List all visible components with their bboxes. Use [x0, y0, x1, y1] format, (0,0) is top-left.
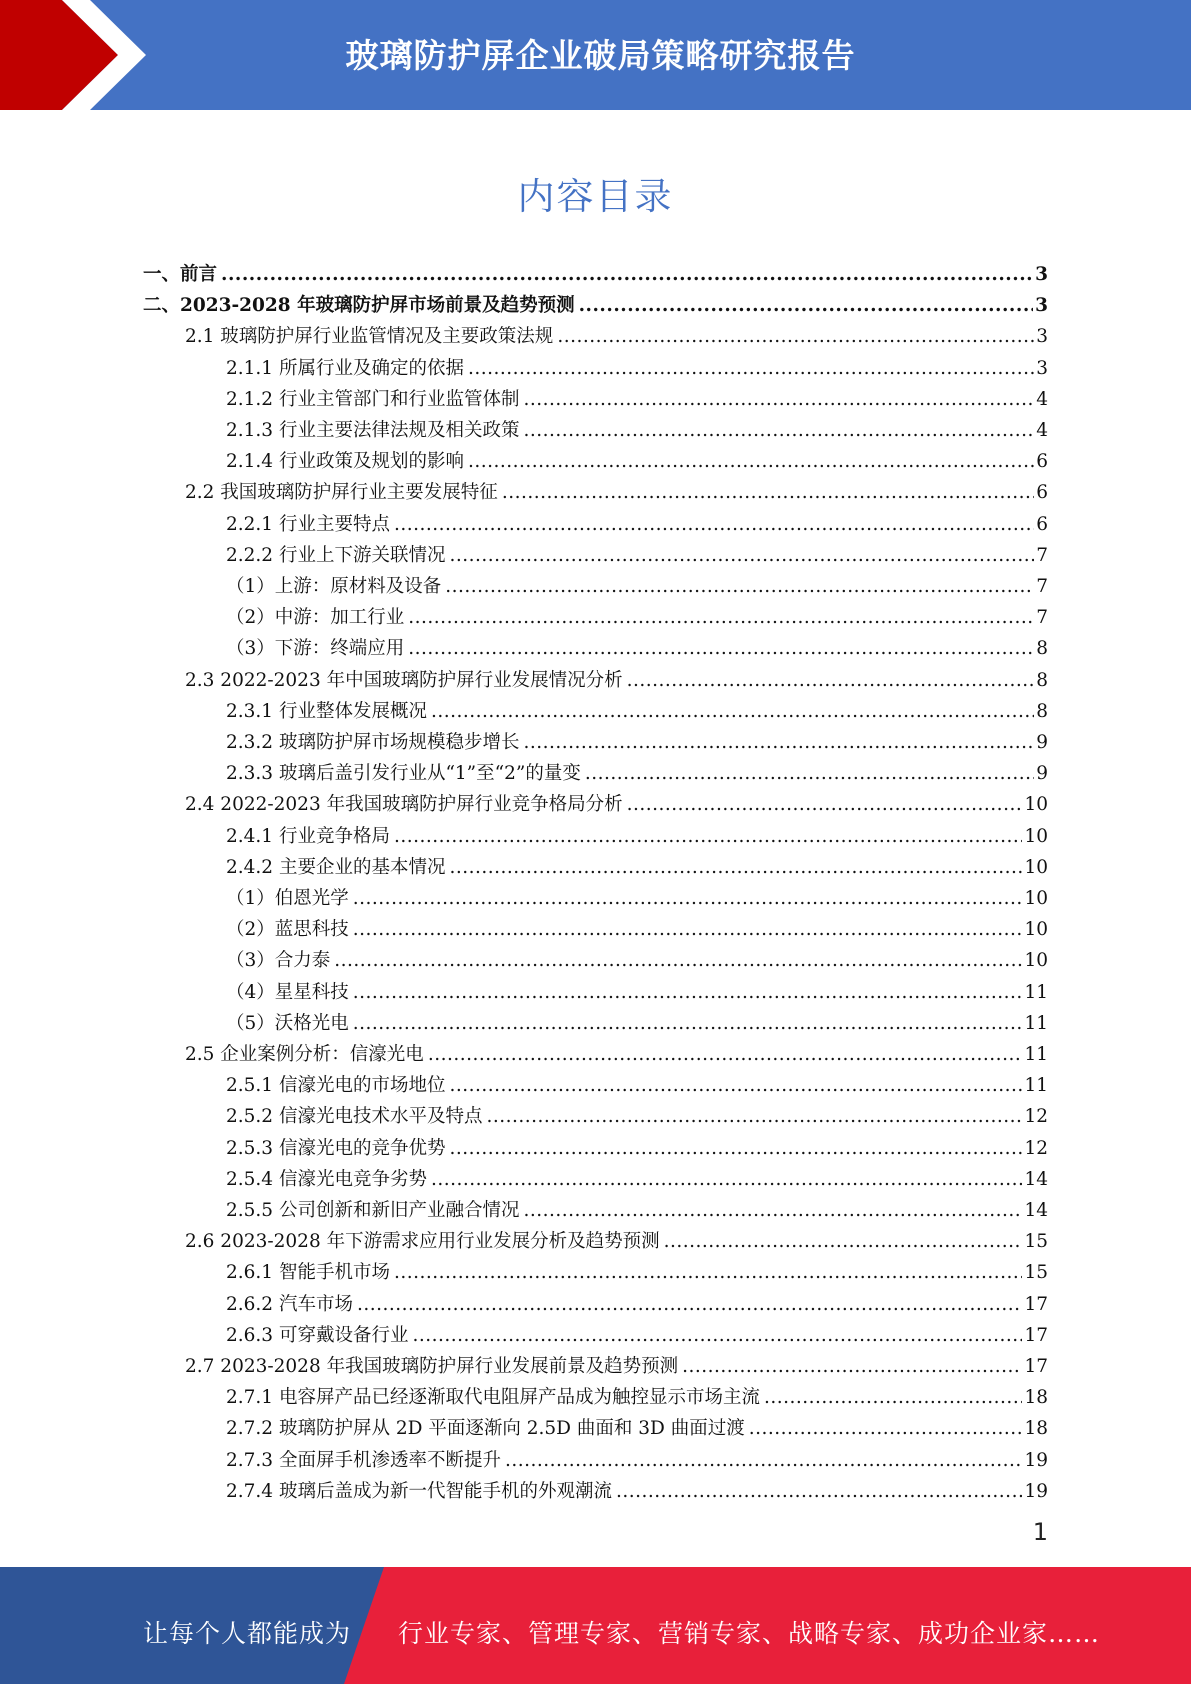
toc-dot-leader	[523, 389, 1034, 411]
toc-entry-label: （1）伯恩光学	[226, 888, 349, 909]
toc-entry-label: 2.5.1 信濠光电的市场地位	[226, 1075, 446, 1097]
toc-entry-page: 10	[1024, 794, 1048, 816]
toc-entry-page: 3	[1035, 264, 1048, 285]
toc-entry[interactable]	[226, 1316, 1048, 1347]
toc-entry-label: 2.3 2022-2023 年中国玻璃防护屏行业发展情况分析	[185, 669, 623, 691]
report-title: 玻璃防护屏企业破局策略研究报告	[345, 36, 856, 75]
toc-entry[interactable]	[226, 349, 1048, 380]
toc-entry[interactable]	[226, 1097, 1048, 1128]
toc-entry[interactable]	[143, 286, 1048, 317]
toc-entry-label: （3）下游：终端应用	[226, 638, 405, 660]
toc-entry-label: 2.5 企业案例分析：信濠光电	[185, 1044, 424, 1065]
toc-entry-page: 8	[1036, 669, 1048, 691]
toc-dot-leader	[449, 857, 1022, 879]
toc-entry[interactable]	[226, 1066, 1048, 1097]
toc-entry-page: 3	[1035, 295, 1048, 317]
toc-entry-page: 11	[1024, 1044, 1048, 1065]
toc-entry-page: 17	[1024, 1293, 1048, 1315]
toc-entry-page: 9	[1036, 763, 1048, 785]
toc-entry-label: （1）上游：原材料及设备	[226, 576, 442, 597]
toc-entry-label: 2.2 我国玻璃防护屏行业主要发展特征	[185, 482, 498, 504]
toc-entry-page: 19	[1024, 1449, 1048, 1471]
toc-entry-label: 2.1 玻璃防护屏行业监管情况及主要政策法规	[185, 326, 554, 348]
toc-dot-leader	[449, 1075, 1022, 1097]
toc-entry-label: 2.7.1 电容屏产品已经逐渐取代电阻屏产品成为触控显示市场主流	[226, 1387, 760, 1409]
toc-entry-page: 7	[1036, 607, 1048, 629]
toc-dot-leader	[394, 826, 1022, 848]
toc-dot-leader	[523, 1200, 1022, 1222]
toc-dot-leader	[579, 295, 1034, 317]
toc-entry-page: 4	[1036, 420, 1048, 441]
toc-entry[interactable]	[226, 442, 1048, 473]
toc-entry-page: 3	[1036, 357, 1048, 379]
footer-slogan-right: 行业专家、管理专家、营销专家、战略专家、成功企业家……	[398, 1619, 1101, 1648]
toc-dot-leader	[627, 794, 1023, 816]
toc-entry-page: 17	[1024, 1324, 1048, 1346]
toc-entry-page: 17	[1024, 1356, 1048, 1377]
toc-dot-leader	[221, 264, 1033, 286]
toc-entry[interactable]	[185, 317, 1048, 348]
toc-dot-leader	[557, 326, 1034, 348]
toc-dot-leader	[505, 1450, 1022, 1472]
toc-entry-page: 4	[1036, 388, 1048, 410]
toc-entry-label: （5）沃格光电	[226, 1012, 349, 1034]
toc-entry-label: 2.6 2023-2028 年下游需求应用行业发展分析及趋势预测	[185, 1231, 660, 1253]
toc-entry-page: 10	[1024, 825, 1048, 847]
toc-dot-leader	[764, 1387, 1022, 1409]
toc-entry-label: 2.1.4 行业政策及规划的影响	[226, 451, 464, 473]
toc-entry-page: 6	[1036, 513, 1048, 535]
toc-dot-leader	[412, 1325, 1022, 1347]
toc-dot-leader	[682, 1356, 1022, 1378]
toc-entry[interactable]	[185, 1222, 1048, 1253]
toc-entry-page: 10	[1024, 888, 1048, 909]
toc-entry-label: 2.3.2 玻璃防护屏市场规模稳步增长	[226, 732, 520, 753]
toc-dot-leader	[428, 1044, 1023, 1066]
toc-entry-label: 2.4.2 主要企业的基本情况	[226, 856, 446, 878]
toc-entry[interactable]	[185, 473, 1048, 504]
toc-entry[interactable]	[226, 973, 1048, 1004]
toc-entry-page: 18	[1024, 1418, 1048, 1440]
toc-entry[interactable]	[226, 1472, 1048, 1503]
toc-entry-label: 2.5.2 信濠光电技术水平及特点	[226, 1106, 483, 1128]
toc-entry[interactable]	[226, 1129, 1048, 1160]
toc-dot-leader	[357, 1294, 1023, 1316]
toc-dot-leader	[394, 1262, 1022, 1284]
toc-entry-page: 18	[1024, 1387, 1048, 1409]
footer-banner	[0, 1567, 1191, 1684]
toc-entry-label: 2.5.5 公司创新和新旧产业融合情况	[226, 1200, 520, 1221]
toc-entry-label: 一、前言	[143, 264, 218, 285]
toc-dot-leader	[353, 1013, 1023, 1035]
toc-dot-leader	[664, 1231, 1023, 1253]
toc-entry[interactable]	[226, 411, 1048, 442]
toc-dot-leader	[353, 982, 1023, 1004]
toc-entry-page: 12	[1024, 1137, 1048, 1159]
footer-slogan-left: 让每个人都能成为	[143, 1619, 352, 1648]
toc-entry-page: 7	[1036, 576, 1048, 597]
toc-entry[interactable]	[185, 785, 1048, 816]
toc-dot-leader	[431, 1169, 1022, 1191]
toc-entry-page: 3	[1036, 326, 1048, 348]
toc-entry-label: 2.7.2 玻璃防护屏从 2D 平面逐渐向 2.5D 曲面和 3D 曲面过渡	[226, 1418, 745, 1440]
toc-entry[interactable]	[226, 598, 1048, 629]
toc-entry-label: 2.6.3 可穿戴设备行业	[226, 1324, 409, 1346]
toc-entry-label: 2.6.1 智能手机市场	[226, 1262, 390, 1284]
toc-entry-label: 2.3.1 行业整体发展概况	[226, 700, 427, 722]
toc-entry[interactable]	[226, 848, 1048, 879]
toc-entry[interactable]	[226, 629, 1048, 660]
toc-entry-page: 15	[1024, 1231, 1048, 1253]
toc-entry[interactable]	[226, 380, 1048, 411]
toc-entry[interactable]	[226, 723, 1048, 754]
toc-entry[interactable]	[185, 1035, 1048, 1066]
toc-entry-label: 2.4 2022-2023 年我国玻璃防护屏行业竞争格局分析	[185, 794, 623, 816]
toc-dot-leader	[449, 545, 1034, 567]
toc-entry[interactable]	[226, 1285, 1048, 1316]
toc-entry-label: （2）蓝思科技	[226, 919, 349, 941]
toc-dot-leader	[445, 576, 1034, 598]
toc-entry[interactable]	[226, 817, 1048, 848]
toc-dot-leader	[334, 950, 1022, 972]
toc-entry[interactable]	[226, 941, 1048, 972]
toc-dot-leader	[502, 482, 1034, 504]
toc-entry-label: 2.5.4 信濠光电竞争劣势	[226, 1168, 427, 1190]
toc-entry[interactable]	[226, 1160, 1048, 1191]
toc-entry-page: 7	[1036, 544, 1048, 566]
toc-dot-leader	[449, 1138, 1022, 1160]
toc-entry[interactable]	[185, 661, 1048, 692]
toc-entry-page: 14	[1024, 1200, 1048, 1221]
toc-entry-page: 12	[1024, 1106, 1048, 1128]
toc-entry-label: 2.4.1 行业竞争格局	[226, 825, 390, 847]
toc-dot-leader	[749, 1418, 1023, 1440]
toc-entry-label: 2.2.1 行业主要特点	[226, 513, 390, 535]
toc-entry-page: 19	[1024, 1480, 1048, 1502]
toc-entry[interactable]	[226, 879, 1048, 910]
toc-entry-page: 10	[1024, 856, 1048, 878]
toc-entry-label: 2.7.4 玻璃后盖成为新一代智能手机的外观潮流	[226, 1480, 612, 1502]
toc-dot-leader	[353, 888, 1023, 910]
toc-dot-leader	[408, 638, 1034, 660]
toc-dot-leader	[431, 701, 1034, 723]
toc-entry-label: 二、2023-2028 年玻璃防护屏市场前景及趋势预测	[143, 295, 575, 317]
toc-entry-label: 2.7.3 全面屏手机渗透率不断提升	[226, 1449, 501, 1471]
toc-entry-label: （3）合力泰	[226, 950, 331, 972]
toc-entry[interactable]	[185, 1347, 1048, 1378]
toc-entry-page: 6	[1036, 482, 1048, 504]
toc-entry-page: 8	[1036, 638, 1048, 660]
toc-dot-leader	[523, 420, 1034, 442]
toc-heading: 内容目录	[517, 175, 674, 218]
toc-entry-label: 2.3.3 玻璃后盖引发行业从“1”至“2”的量变	[226, 763, 581, 785]
toc-entry-label: （2）中游：加工行业	[226, 607, 405, 629]
toc-dot-leader	[408, 607, 1034, 629]
toc-dot-leader	[468, 358, 1034, 380]
toc-dot-leader	[486, 1106, 1022, 1128]
toc-entry-page: 11	[1024, 1012, 1048, 1034]
toc-dot-leader	[585, 763, 1034, 785]
toc-entry[interactable]	[226, 1253, 1048, 1284]
toc-dot-leader	[468, 451, 1034, 473]
toc-entry[interactable]	[226, 1378, 1048, 1409]
toc-entry-label: 2.5.3 信濠光电的竞争优势	[226, 1137, 446, 1159]
toc-entry-page: 6	[1036, 451, 1048, 473]
toc-entry-page: 15	[1024, 1262, 1048, 1284]
toc-entry[interactable]	[226, 567, 1048, 598]
toc-entry-page: 8	[1036, 700, 1048, 722]
toc-entry-label: 2.7 2023-2028 年我国玻璃防护屏行业发展前景及趋势预测	[185, 1356, 679, 1377]
toc-entry[interactable]	[226, 1409, 1048, 1440]
toc-entry-label: 2.1.2 行业主管部门和行业监管体制	[226, 388, 520, 410]
report-header-bar	[0, 0, 1191, 110]
toc-entry[interactable]	[226, 1441, 1048, 1472]
toc-entry[interactable]	[226, 754, 1048, 785]
toc-entry-page: 9	[1036, 732, 1048, 753]
toc-entry-page: 11	[1024, 981, 1048, 1003]
toc-dot-leader	[627, 670, 1035, 692]
toc-entry-page: 11	[1024, 1075, 1048, 1097]
toc-entry[interactable]	[226, 1191, 1048, 1222]
toc-entry-page: 10	[1024, 919, 1048, 941]
toc-dot-leader	[353, 919, 1023, 941]
toc-dot-leader	[523, 732, 1034, 754]
toc-dot-leader	[394, 514, 1034, 536]
toc-entry-label: （4）星星科技	[226, 981, 349, 1003]
toc-entry-label: 2.2.2 行业上下游关联情况	[226, 544, 446, 566]
toc-entry[interactable]	[143, 255, 1048, 286]
toc-entry-label: 2.1.1 所属行业及确定的依据	[226, 357, 464, 379]
toc-entry-label: 2.1.3 行业主要法律法规及相关政策	[226, 420, 520, 441]
page-number: 1	[1032, 1518, 1048, 1546]
toc-entry-page: 10	[1024, 950, 1048, 972]
toc-entry[interactable]	[226, 910, 1048, 941]
toc-entry-label: 2.6.2 汽车市场	[226, 1293, 353, 1315]
toc-dot-leader	[616, 1481, 1022, 1503]
toc-entry-page: 14	[1024, 1168, 1048, 1190]
toc-entry[interactable]	[226, 1004, 1048, 1035]
toc-entry[interactable]	[226, 505, 1048, 536]
toc-entry[interactable]	[226, 692, 1048, 723]
toc-entry[interactable]	[226, 536, 1048, 567]
